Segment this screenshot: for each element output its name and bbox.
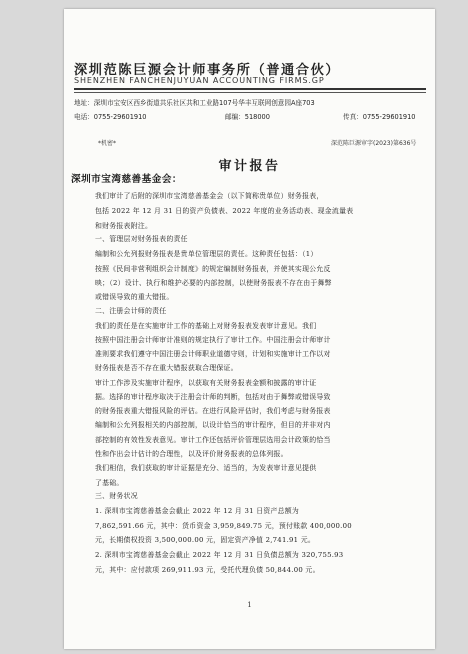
postcode-value: 518000 bbox=[244, 113, 270, 121]
phone-row bbox=[74, 111, 147, 121]
body-line: 据。选择的审计程序取决于注册会计师的判断，包括对由于舞弊或错误导致 bbox=[95, 393, 331, 401]
body-line: 按照中国注册会计师审计准则的规定执行了审计工作。中国注册会计师审计 bbox=[95, 336, 331, 344]
body-line: 性和作出会计估计的合理性，以及评价财务报表的总体列报。 bbox=[95, 450, 288, 458]
body-line: 审计工作涉及实施审计程序，以获取有关财务报表金额和披露的审计证 bbox=[95, 379, 317, 387]
postcode-row bbox=[225, 111, 270, 121]
phone-value: 0755-29601910 bbox=[93, 113, 147, 121]
body-line: 元，其中：应付款项 269,911.93 元，受托代理负债 50,844.00 元。 bbox=[95, 566, 320, 574]
body-line: 的财务报表重大错报风险的评估。在进行风险评估时，我们考虑与财务报表 bbox=[95, 407, 331, 415]
body-line: 财务报表是否不存在重大错报获取合理保证。 bbox=[95, 364, 238, 372]
document-number: 深范陈巨源审字(2023)第636号 bbox=[331, 140, 417, 147]
security-mark: *机密* bbox=[98, 140, 117, 147]
body-line: 2. 深圳市宝湾慈善基金会截止 2022 年 12 月 31 日负债总额为 320,755.93 bbox=[95, 551, 344, 559]
body-line: 映；（2）设计、执行和维护必要的内部控制，以使财务报表不存在由于舞弊 bbox=[95, 279, 332, 287]
letterhead-rule-thick bbox=[74, 88, 426, 90]
body-line: 了基础。 bbox=[95, 479, 124, 487]
firm-english-name: SHENZHEN FANCHENJUYUAN ACCOUNTING FIRMS.GP bbox=[74, 76, 325, 85]
address-row bbox=[74, 97, 315, 107]
body-line: 按照《民间非营利组织会计制度》的规定编制财务报表，并使其实现公允反 bbox=[95, 265, 331, 273]
page-number: 1 bbox=[247, 601, 252, 609]
letterhead-rule-thin bbox=[74, 92, 426, 93]
address-value: 深圳市宝安区西乡街道共乐社区共和工业路107号华丰互联网创意园A座703 bbox=[93, 99, 315, 107]
fax-label: 传真： bbox=[343, 113, 363, 121]
body-line: 元，长期债权投资 3,500,000.00 元，固定资产净值 2,741.91 元。 bbox=[95, 536, 316, 544]
body-line: 和财务报表附注。 bbox=[95, 222, 153, 230]
fax-row bbox=[343, 111, 416, 121]
body-line: 包括 2022 年 12 月 31 日的资产负债表、2022 年度的业务活动表、现金流量表 bbox=[95, 207, 354, 215]
body-line: 我们审计了后附的深圳市宝湾慈善基金会（以下简称贵单位）财务报表， bbox=[95, 192, 324, 200]
body-line: 准则要求我们遵守中国注册会计师职业道德守则，计划和实施审计工作以对 bbox=[95, 350, 331, 358]
address-label: 地址： bbox=[74, 99, 94, 107]
body-line: 我们相信，我们获取的审计证据是充分、适当的，为发表审计意见提供 bbox=[95, 464, 317, 472]
document-page bbox=[64, 9, 435, 649]
body-line: 部控制的有效性发表意见。审计工作还包括评价管理层选用会计政策的恰当 bbox=[95, 436, 331, 444]
body-line: 编制和公允列报财务报表是贵单位管理层的责任。这种责任包括：（1） bbox=[95, 250, 318, 258]
section-heading: 三、财务状况 bbox=[95, 492, 138, 500]
phone-label: 电话： bbox=[74, 113, 94, 121]
postcode-label: 邮编： bbox=[225, 113, 245, 121]
fax-value: 0755-29601910 bbox=[362, 113, 416, 121]
body-line: 或错误导致的重大错报。 bbox=[95, 293, 174, 301]
body-line: 我们的责任是在实施审计工作的基础上对财务报表发表审计意见。我们 bbox=[95, 322, 317, 330]
body-line: 1. 深圳市宝湾慈善基金会截止 2022 年 12 月 31 日资产总额为 bbox=[95, 507, 300, 515]
report-title: 审计报告 bbox=[218, 159, 281, 174]
section-heading: 一、管理层对财务报表的责任 bbox=[95, 235, 188, 243]
section-heading: 二、注册会计师的责任 bbox=[95, 307, 167, 315]
body-line: 7,862,591.66 元，其中：货币资金 3,959,849.75 元，预付账款 400,000.00 bbox=[95, 522, 352, 530]
body-line: 编制和公允列报相关的内部控制，以设计恰当的审计程序，但目的并非对内 bbox=[95, 421, 331, 429]
firm-name: 深圳范陈巨源会计师事务所（普通合伙） bbox=[74, 63, 341, 78]
addressee: 深圳市宝湾慈善基金会： bbox=[71, 174, 183, 185]
